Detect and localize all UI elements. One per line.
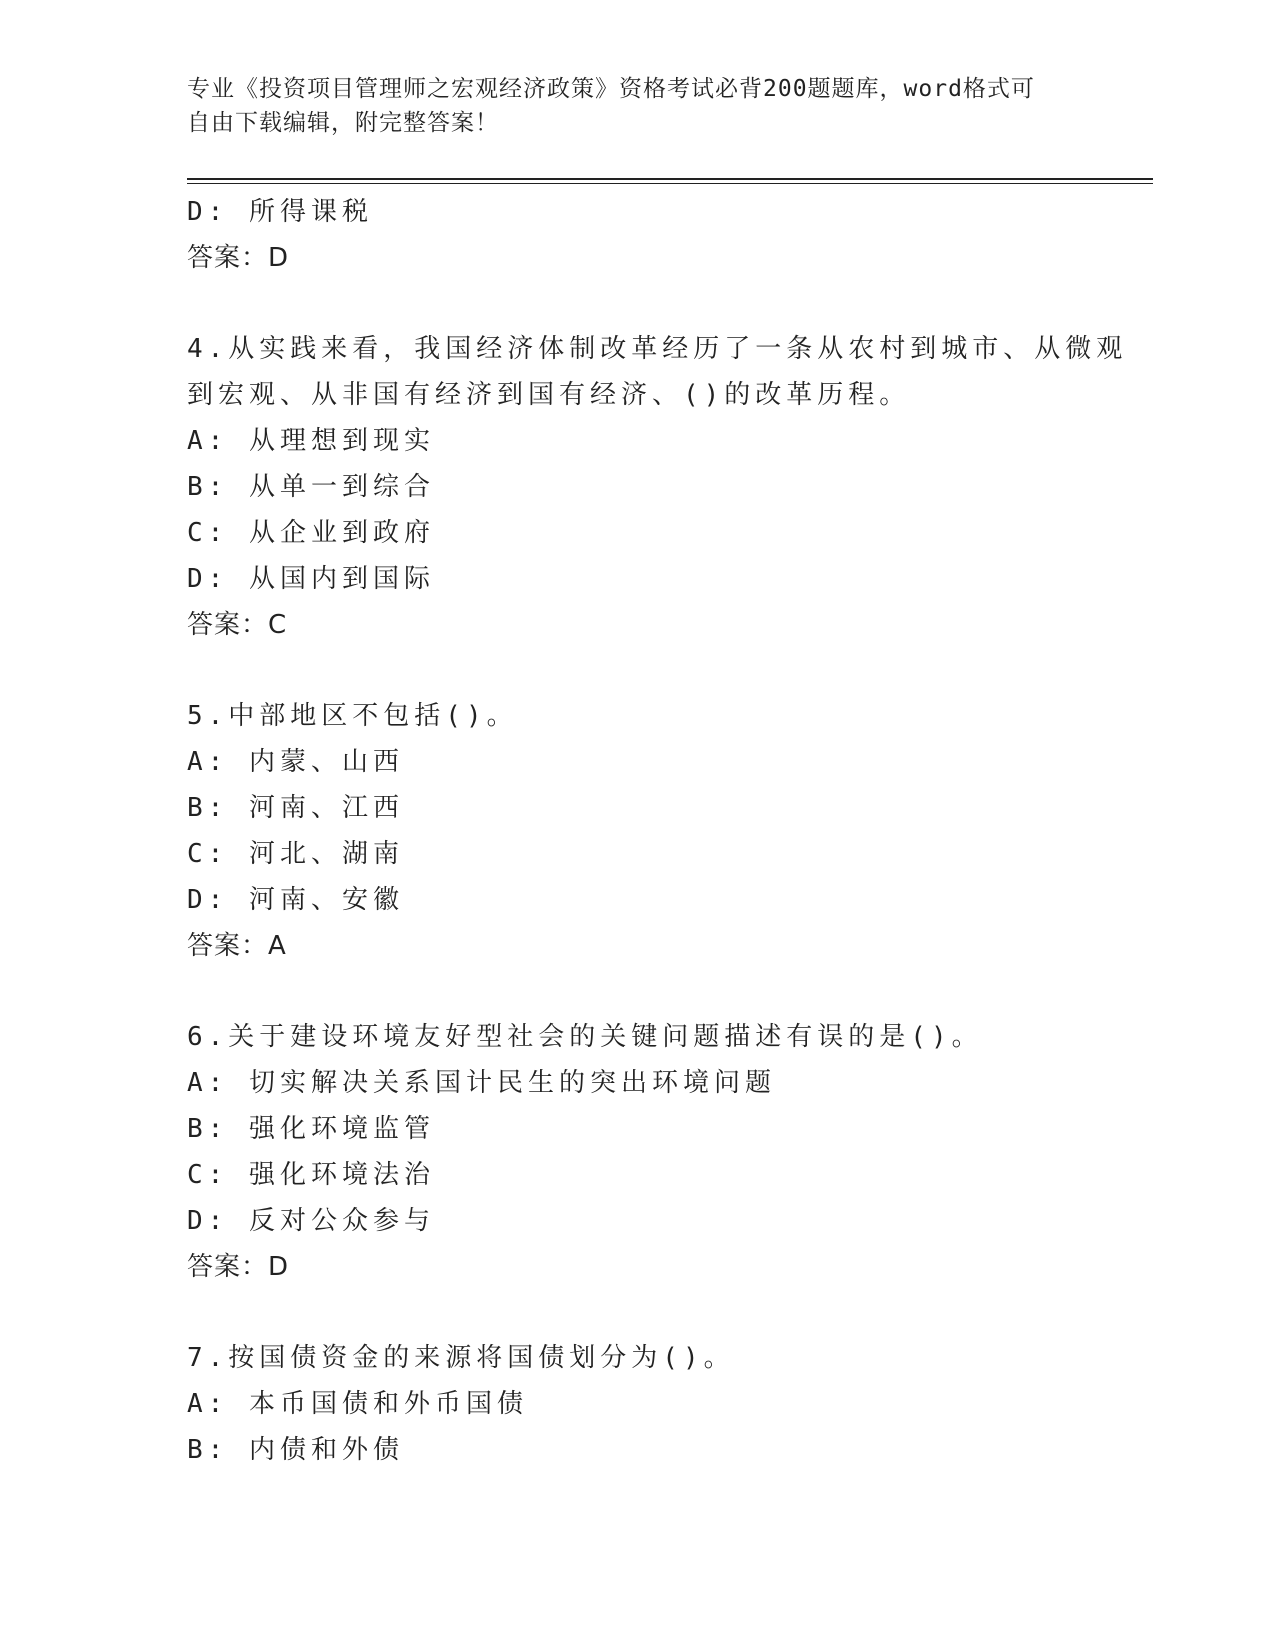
answer: 答案：C bbox=[187, 610, 288, 640]
option-b: B: 从单一到综合 bbox=[187, 472, 435, 502]
question-7 bbox=[187, 1335, 1087, 1473]
option-d: D: 河南、安徽 bbox=[187, 885, 404, 915]
option-c: C: 强化环境法治 bbox=[187, 1160, 435, 1190]
option-c: C: 从企业到政府 bbox=[187, 518, 435, 548]
header-line-2: 自由下载编辑，附完整答案！ bbox=[187, 110, 499, 136]
answer: 答案：D bbox=[187, 1252, 290, 1282]
question-stem-continued: 到宏观、从非国有经济到国有经济、()的改革历程。 bbox=[187, 380, 911, 410]
option-a: A: 本币国债和外币国债 bbox=[187, 1389, 528, 1419]
answer: 答案：D bbox=[187, 243, 290, 273]
option-a: A: 切实解决关系国计民生的突出环境问题 bbox=[187, 1068, 776, 1098]
question-6 bbox=[187, 1014, 1087, 1290]
header-divider-thick bbox=[187, 178, 1153, 180]
question-5 bbox=[187, 693, 1087, 969]
option-a: A: 从理想到现实 bbox=[187, 426, 435, 456]
document-body bbox=[187, 189, 1128, 1473]
header-line-1: 专业《投资项目管理师之宏观经济政策》资格考试必背200题题库，word格式可 bbox=[187, 76, 1035, 102]
question-3-fragment bbox=[187, 189, 1087, 281]
option-b: B: 强化环境监管 bbox=[187, 1114, 435, 1144]
header-divider-thin bbox=[187, 183, 1153, 184]
option-b: B: 河南、江西 bbox=[187, 793, 404, 823]
question-stem: 4.从实践来看，我国经济体制改革经历了一条从农村到城市、从微观 bbox=[187, 334, 1128, 364]
option-c: C: 河北、湖南 bbox=[187, 839, 404, 869]
option-d: D: 从国内到国际 bbox=[187, 564, 435, 594]
question-4 bbox=[187, 326, 1128, 648]
question-stem: 6.关于建设环境友好型社会的关键问题描述有误的是()。 bbox=[187, 1022, 983, 1052]
question-stem: 5.中部地区不包括()。 bbox=[187, 701, 518, 731]
answer: 答案：A bbox=[187, 931, 287, 961]
option-b: B: 内债和外债 bbox=[187, 1435, 404, 1465]
option-d: D: 反对公众参与 bbox=[187, 1206, 435, 1236]
option-d: D: 所得课税 bbox=[187, 197, 373, 227]
option-a: A: 内蒙、山西 bbox=[187, 747, 404, 777]
document-header bbox=[187, 72, 1067, 140]
question-stem: 7.按国债资金的来源将国债划分为()。 bbox=[187, 1343, 735, 1373]
